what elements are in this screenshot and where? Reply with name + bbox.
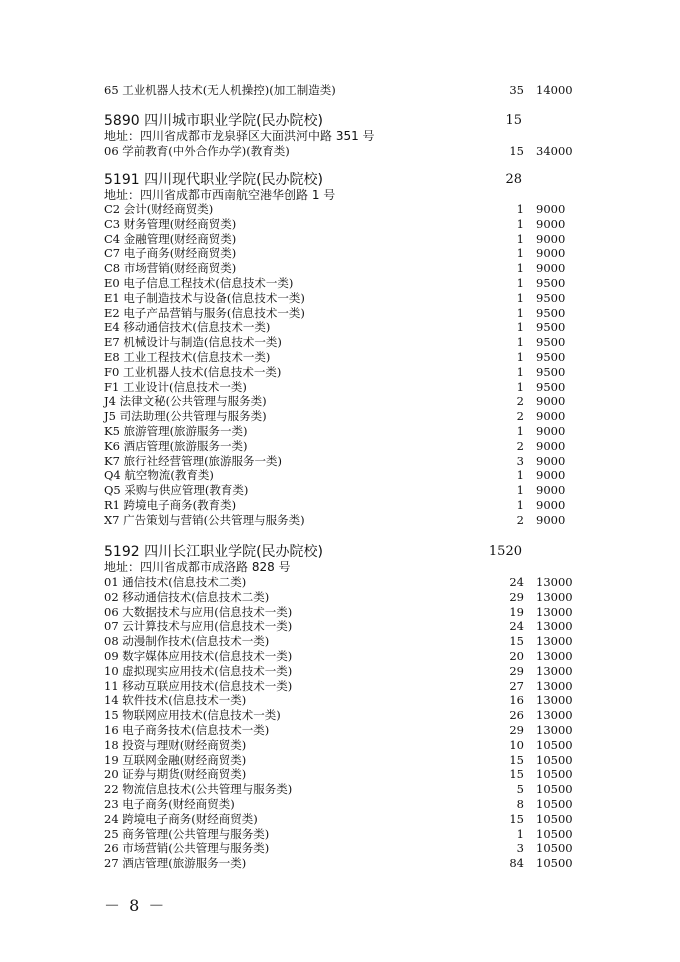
school-header	[104, 112, 574, 130]
major-name: C4 金融管理(财经商贸类)	[104, 231, 237, 246]
major-plan: 15	[509, 767, 524, 782]
major-name: 27 酒店管理(旅游服务一类)	[104, 856, 247, 871]
major-row	[104, 679, 574, 694]
major-plan: 1	[516, 276, 524, 290]
major-fee: 10500	[536, 752, 573, 767]
major-name: E4 移动通信技术(信息技术一类)	[104, 320, 271, 335]
major-fee: 9500	[536, 350, 566, 364]
major-plan: 26	[509, 708, 524, 723]
major-name: 18 投资与理财(财经商贸类)	[104, 737, 247, 752]
major-name: 23 电子商务(财经商贸类)	[104, 797, 235, 811]
major-name: E1 电子制造技术与设备(信息技术一类)	[104, 290, 305, 305]
major-plan: 15	[509, 811, 524, 826]
major-plan: 10	[509, 737, 524, 752]
major-fee: 9000	[536, 261, 566, 276]
major-fee: 9500	[536, 276, 566, 290]
major-name: Q4 航空物流(教育类)	[104, 468, 214, 483]
major-name: R1 跨境电子商务(教育类)	[104, 498, 237, 512]
major-fee: 13000	[536, 575, 573, 589]
major-name: C3 财务管理(财经商贸类)	[104, 216, 237, 231]
major-row	[104, 498, 574, 513]
major-fee: 9000	[536, 468, 566, 483]
school-total: 1520	[488, 544, 522, 559]
school-title: 5191 四川现代职业学院(民办院校)	[104, 172, 324, 188]
major-name: 19 互联网金融(财经商贸类)	[104, 752, 247, 767]
major-fee: 9000	[536, 394, 566, 409]
major-plan: 24	[509, 575, 524, 589]
major-plan: 1	[516, 305, 524, 320]
major-row	[104, 217, 574, 232]
major-name: E7 机械设计与制造(信息技术一类)	[104, 335, 282, 350]
major-name: K7 旅行社经营管理(旅游服务一类)	[104, 453, 283, 468]
major-fee: 10500	[536, 797, 573, 811]
major-fee: 13000	[536, 678, 573, 693]
major-name: C7 电子商务(财经商贸类)	[104, 246, 237, 261]
major-row	[104, 409, 574, 424]
major-name: F1 工业设计(信息技术一类)	[104, 379, 247, 394]
major-row	[104, 365, 574, 380]
major-fee: 9000	[536, 202, 566, 216]
major-row	[104, 261, 574, 276]
major-plan: 15	[509, 634, 524, 649]
major-plan: 1	[516, 290, 524, 305]
major-name: J4 法律文秘(公共管理与服务类)	[104, 394, 267, 409]
major-row	[104, 664, 574, 679]
major-plan: 1	[516, 379, 524, 394]
major-plan: 5	[516, 782, 524, 797]
major-row	[104, 738, 574, 753]
major-fee: 9500	[536, 290, 566, 305]
major-row	[104, 202, 574, 217]
major-name: 02 移动通信技术(信息技术二类)	[104, 589, 270, 604]
major-row	[104, 812, 574, 827]
major-row	[104, 767, 574, 782]
major-plan: 24	[509, 619, 524, 634]
major-row	[104, 605, 574, 620]
major-plan: 1	[516, 216, 524, 231]
major-fee: 10500	[536, 782, 573, 797]
major-plan: 2	[516, 512, 524, 527]
school-total: 28	[505, 172, 522, 187]
major-name: F0 工业机器人技术(信息技术一类)	[104, 364, 282, 379]
major-fee: 10500	[536, 856, 573, 871]
major-row	[104, 797, 574, 812]
major-name: 15 物联网应用技术(信息技术一类)	[104, 708, 281, 723]
major-fee: 13000	[536, 619, 573, 634]
major-row	[104, 335, 574, 350]
school-header	[104, 171, 574, 189]
major-row	[104, 575, 574, 590]
major-fee: 10500	[536, 811, 573, 826]
major-fee: 9000	[536, 438, 566, 453]
major-row	[104, 394, 574, 409]
major-name: J5 司法助理(公共管理与服务类)	[104, 409, 267, 424]
major-plan: 19	[509, 604, 524, 619]
major-row	[104, 454, 574, 469]
major-plan: 2	[516, 438, 524, 453]
school-address: 地址：四川省成都市成洛路 828 号	[104, 560, 291, 574]
major-fee: 9000	[536, 424, 566, 438]
major-plan: 1	[516, 468, 524, 483]
major-row	[104, 841, 574, 856]
major-name: X7 广告策划与营销(公共管理与服务类)	[104, 512, 305, 527]
major-plan: 15	[509, 144, 524, 158]
major-name: 20 证券与期货(财经商贸类)	[104, 767, 247, 782]
major-fee: 9500	[536, 305, 566, 320]
major-fee: 13000	[536, 693, 573, 708]
major-fee: 9000	[536, 409, 566, 424]
major-name: 65 工业机器人技术(无人机操控)(加工制造类)	[104, 83, 336, 97]
major-fee: 13000	[536, 723, 573, 737]
major-plan: 1	[516, 826, 524, 841]
major-row	[104, 306, 574, 321]
major-plan: 1	[516, 335, 524, 350]
major-fee: 9500	[536, 320, 566, 335]
major-name: 16 电子商务技术(信息技术一类)	[104, 723, 270, 737]
major-plan: 1	[516, 350, 524, 364]
major-plan: 2	[516, 409, 524, 424]
major-row	[104, 649, 574, 664]
major-fee: 13000	[536, 649, 573, 663]
major-fee: 10500	[536, 737, 573, 752]
major-name: Q5 采购与供应管理(教育类)	[104, 483, 249, 498]
major-row	[104, 380, 574, 395]
major-plan: 1	[516, 202, 524, 216]
major-fee: 13000	[536, 663, 573, 678]
major-row	[104, 634, 574, 649]
major-name: C8 市场营销(财经商贸类)	[104, 261, 237, 276]
major-row	[104, 693, 574, 708]
major-plan: 1	[516, 424, 524, 438]
major-plan: 3	[516, 841, 524, 856]
major-row	[104, 483, 574, 498]
major-fee: 14000	[536, 83, 573, 97]
major-name: 10 虚拟现实应用技术(信息技术一类)	[104, 663, 293, 678]
major-fee: 9500	[536, 379, 566, 394]
major-name: C2 会计(财经商贸类)	[104, 202, 214, 216]
major-row	[104, 708, 574, 723]
major-fee: 34000	[536, 144, 573, 158]
major-fee: 13000	[536, 708, 573, 723]
major-fee: 9000	[536, 231, 566, 246]
major-plan: 1	[516, 320, 524, 335]
major-name: 09 数字媒体应用技术(信息技术一类)	[104, 649, 293, 663]
page-number: － 8 －	[104, 896, 167, 915]
major-row	[104, 782, 574, 797]
major-row	[104, 424, 574, 439]
major-fee: 10500	[536, 841, 573, 856]
major-plan: 84	[509, 856, 524, 871]
major-row	[104, 723, 574, 738]
major-name: 14 软件技术(信息技术一类)	[104, 693, 247, 708]
major-plan: 1	[516, 231, 524, 246]
major-name: 07 云计算技术与应用(信息技术一类)	[104, 619, 293, 634]
major-name: 26 市场营销(公共管理与服务类)	[104, 841, 270, 856]
major-row	[104, 144, 574, 159]
major-row	[104, 291, 574, 306]
major-row	[104, 619, 574, 634]
major-row	[104, 468, 574, 483]
major-plan: 2	[516, 394, 524, 409]
major-name: 01 通信技术(信息技术二类)	[104, 575, 247, 589]
major-name: 06 学前教育(中外合作办学)(教育类)	[104, 144, 290, 158]
major-name: 22 物流信息技术(公共管理与服务类)	[104, 782, 293, 797]
major-fee: 9000	[536, 453, 566, 468]
major-row	[104, 232, 574, 247]
major-row	[104, 590, 574, 605]
major-plan: 1	[516, 483, 524, 498]
major-plan: 1	[516, 261, 524, 276]
major-row	[104, 513, 574, 528]
major-row	[104, 350, 574, 365]
major-plan: 1	[516, 498, 524, 512]
major-fee: 9000	[536, 246, 566, 261]
major-fee: 9000	[536, 216, 566, 231]
major-plan: 8	[516, 797, 524, 811]
major-fee: 9000	[536, 512, 566, 527]
major-plan: 1	[516, 364, 524, 379]
school-title: 5890 四川城市职业学院(民办院校)	[104, 113, 324, 129]
school-total: 15	[505, 113, 522, 128]
major-row	[104, 827, 574, 842]
major-row	[104, 753, 574, 768]
major-fee: 13000	[536, 634, 573, 649]
major-fee: 9000	[536, 483, 566, 498]
major-name: 08 动漫制作技术(信息技术一类)	[104, 634, 270, 649]
major-name: 24 跨境电子商务(财经商贸类)	[104, 811, 258, 826]
major-name: K5 旅游管理(旅游服务一类)	[104, 424, 248, 438]
major-fee: 9500	[536, 335, 566, 350]
major-row	[104, 246, 574, 261]
major-plan: 16	[509, 693, 524, 708]
major-fee: 10500	[536, 826, 573, 841]
major-plan: 35	[509, 83, 524, 97]
school-address: 地址：四川省成都市龙泉驿区大面洪河中路 351 号	[104, 129, 375, 143]
major-row	[104, 83, 574, 98]
major-fee: 13000	[536, 604, 573, 619]
major-plan: 20	[509, 649, 524, 663]
major-name: E2 电子产品营销与服务(信息技术一类)	[104, 305, 305, 320]
school-address: 地址：四川省成都市西南航空港华创路 1 号	[104, 188, 336, 202]
major-fee: 13000	[536, 589, 573, 604]
major-row	[104, 320, 574, 335]
major-name: 06 大数据技术与应用(信息技术一类)	[104, 604, 293, 619]
major-row	[104, 439, 574, 454]
major-name: 11 移动互联应用技术(信息技术一类)	[104, 678, 293, 693]
major-row	[104, 856, 574, 871]
school-title: 5192 四川长江职业学院(民办院校)	[104, 544, 324, 560]
school-header	[104, 543, 574, 561]
major-fee: 9500	[536, 364, 566, 379]
major-name: E8 工业工程技术(信息技术一类)	[104, 350, 271, 364]
major-name: E0 电子信息工程技术(信息技术一类)	[104, 276, 294, 290]
major-plan: 1	[516, 246, 524, 261]
major-fee: 10500	[536, 767, 573, 782]
major-plan: 29	[509, 723, 524, 737]
major-plan: 29	[509, 663, 524, 678]
major-plan: 3	[516, 453, 524, 468]
major-fee: 9000	[536, 498, 566, 512]
major-row	[104, 276, 574, 291]
major-name: 25 商务管理(公共管理与服务类)	[104, 826, 270, 841]
major-plan: 29	[509, 589, 524, 604]
major-plan: 27	[509, 678, 524, 693]
major-plan: 15	[509, 752, 524, 767]
major-name: K6 酒店管理(旅游服务一类)	[104, 438, 248, 453]
